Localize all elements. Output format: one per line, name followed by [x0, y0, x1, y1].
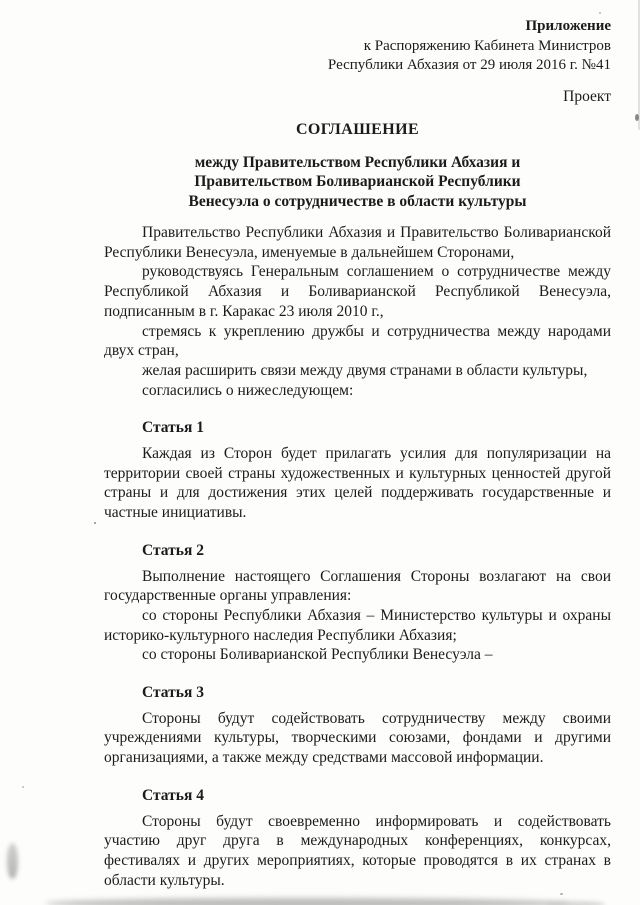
appendix-title: Приложение — [525, 18, 611, 34]
draft-label: Проект — [563, 87, 611, 105]
article-1-heading: Статья 1 — [142, 419, 204, 437]
agreement-title: СОГЛАШЕНИЕ — [295, 120, 420, 138]
page-edge-shadow-bottom — [45, 898, 570, 905]
appendix-line-2: к Распоряжению Кабинета Министров — [363, 37, 611, 54]
page-edge-shadow-bottom-right — [545, 901, 605, 905]
article-4-paragraph-1: Стороны будут своевременно информировать и содействовать участию друг друга в международных конференциях, конкурсах, фестивалях и других мероприятиях, которые проводятся в их странах в области культуры. — [104, 812, 611, 889]
preamble-paragraph-2: руководствуясь Генеральным соглашением о сотрудничестве между Республикой Абхазия и Боливарианской Республикой Венесуэла, подписанным в г. Каракас 23 июля 2010 г., — [104, 263, 611, 320]
agreement-subtitle — [104, 153, 611, 212]
appendix-header — [104, 17, 611, 76]
document-body — [104, 223, 611, 890]
article-3-heading: Статья 3 — [142, 684, 204, 702]
scan-speck — [22, 786, 24, 788]
appendix-line-3: Республики Абхазия от 29 июля 2016 г. №41 — [327, 57, 611, 73]
scan-speck — [599, 12, 601, 14]
scan-speck — [635, 114, 639, 121]
subtitle-line-1: между Правительством Республики Абхазия и — [194, 153, 521, 171]
preamble-paragraph-5: согласились о нижеследующем: — [142, 381, 354, 399]
article-2-paragraph-2: со стороны Республики Абхазия – Министерство культуры и охраны историко-культурного наследия Республики Абхазия; — [104, 606, 611, 644]
preamble-paragraph-4: желая расширить связи между двумя странами в области культуры, — [142, 361, 588, 379]
preamble-paragraph-1: Правительство Республики Абхазия и Правительство Боливарианской Республики Венесуэла, именуемые в дальнейшем Сторонами, — [104, 224, 611, 261]
article-4-heading: Статья 4 — [142, 786, 204, 804]
article-2-heading: Статья 2 — [142, 541, 204, 559]
article-2-paragraph-1: Выполнение настоящего Соглашения Стороны возлагают на свои государственные органы управления: — [104, 567, 611, 605]
subtitle-line-3: Венесуэла о сотрудничестве в области культуры — [188, 192, 527, 210]
article-2-paragraph-3: со стороны Боливарианской Республики Венесуэла – — [142, 646, 493, 664]
subtitle-line-2: Правительством Боливарианской Республики — [194, 173, 521, 190]
article-1-paragraph-1: Каждая из Сторон будет прилагать усилия для популяризации на территории своей страны художественных и культурных ценностей другой страны и для достижения этих целей поддерживать государственные и частные инициативы. — [104, 445, 611, 522]
scan-speck — [94, 522, 96, 524]
scan-speck — [560, 893, 563, 895]
article-3-paragraph-1: Стороны будут содействовать сотрудничеству между своими учреждениями культуры, творческими союзами, фондами и другими организациями, а также между средствами массовой информации. — [104, 709, 611, 767]
scan-smudge-bottom-left — [7, 843, 18, 879]
document-content — [104, 17, 611, 890]
preamble-paragraph-3: стремясь к укреплению дружбы и сотрудничества между народами двух стран, — [104, 322, 611, 360]
